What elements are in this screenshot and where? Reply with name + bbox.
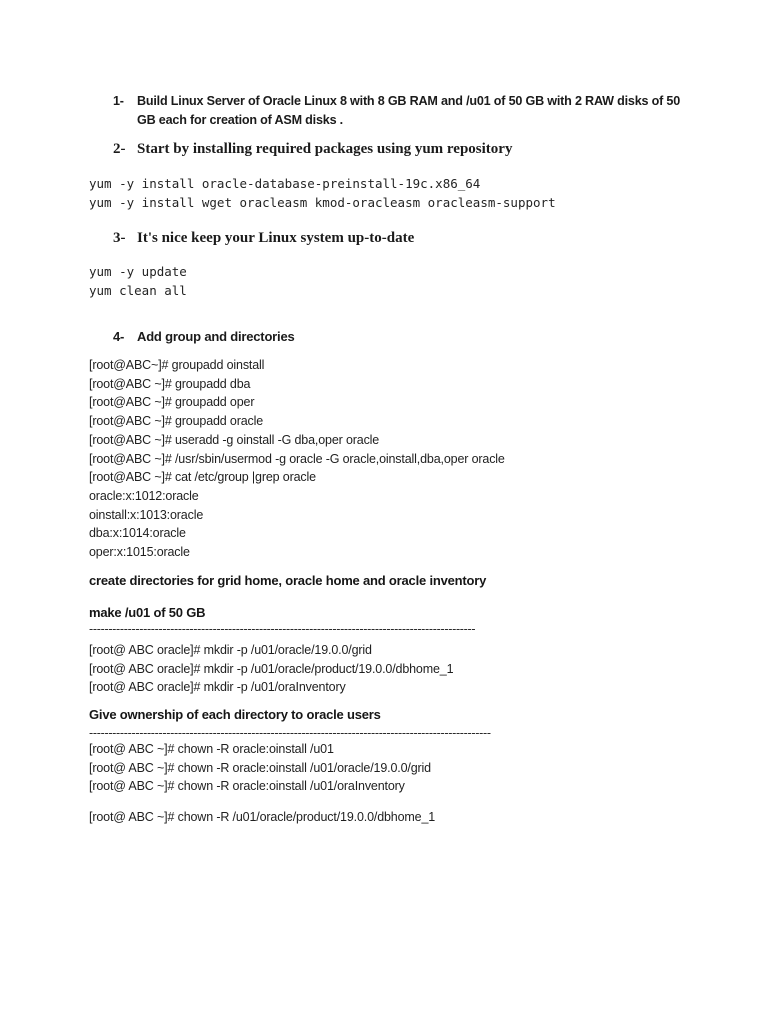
step-4-text: Add group and directories xyxy=(137,329,295,344)
console-line: [root@ ABC ~]# chown -R oracle:oinstall /u01/oracle/19.0.0/grid xyxy=(89,760,431,775)
chown-console-block xyxy=(89,740,431,796)
step-3-text: It's nice keep your Linux system up-to-date xyxy=(137,230,415,246)
create-directories-label: create directories for grid home, oracle home and oracle inventory xyxy=(89,573,487,588)
console-line: [root@ ABC oracle]# mkdir -p /u01/oraInventory xyxy=(89,680,346,695)
console-line: oinstall:x:1013:oracle xyxy=(89,507,204,522)
console-line: [root@ABC ~]# cat /etc/group |grep oracle xyxy=(89,470,316,485)
yum-update-code-block xyxy=(89,263,187,300)
step-1-heading xyxy=(113,92,680,129)
console-line: oper:x:1015:oracle xyxy=(89,545,190,560)
step-1-number: 1- xyxy=(113,94,124,108)
code-line: yum -y install wget oracleasm kmod-oracleasm oracleasm-support xyxy=(89,194,556,210)
step-1-line-1: Build Linux Server of Oracle Linux 8 with 8 GB RAM and /u01 of 50 GB with 2 RAW disks of 50 xyxy=(137,94,681,108)
console-line: [root@ ABC ~]# chown -R oracle:oinstall /u01 xyxy=(89,742,334,756)
step-1-line-2: GB each for creation of ASM disks . xyxy=(137,112,343,127)
mkdir-console-block xyxy=(89,641,453,697)
chown-dbhome-console-line: [root@ ABC ~]# chown -R /u01/oracle/product/19.0.0/dbhome_1 xyxy=(89,810,436,824)
console-line: [root@ABC ~]# /usr/sbin/usermod -g oracle -G oracle,oinstall,dba,oper oracle xyxy=(89,451,505,466)
step-2-number: 2- xyxy=(113,141,126,157)
console-line: [root@ ABC ~]# chown -R oracle:oinstall /u01/oraInventory xyxy=(89,779,405,794)
console-line: [root@ ABC oracle]# mkdir -p /u01/oracle/product/19.0.0/dbhome_1 xyxy=(89,661,454,676)
step-2-heading xyxy=(113,140,512,158)
console-line: oracle:x:1012:oracle xyxy=(89,488,199,503)
give-ownership-label: Give ownership of each directory to oracle users xyxy=(89,707,381,722)
console-line: [root@ABC ~]# groupadd dba xyxy=(89,376,251,391)
code-line: yum -y install oracle-database-preinstall-19c.x86_64 xyxy=(89,176,481,191)
console-line: [root@ABC ~]# groupadd oper xyxy=(89,395,255,410)
code-line: yum clean all xyxy=(89,282,187,298)
console-line: [root@ABC ~]# useradd -g oinstall -G dba,oper oracle xyxy=(89,432,380,447)
code-line: yum -y update xyxy=(89,264,187,279)
yum-install-code-block xyxy=(89,175,556,212)
step-3-number: 3- xyxy=(113,230,126,246)
console-line: dba:x:1014:oracle xyxy=(89,526,186,541)
make-u01-label: make /u01 of 50 GB xyxy=(89,605,206,620)
step-3-heading xyxy=(113,229,414,247)
step-4-heading xyxy=(113,328,295,347)
dashed-separator: ---------------------------------------------------------------------------------------------------- xyxy=(89,622,476,636)
group-setup-console-block xyxy=(89,356,505,562)
step-1-text xyxy=(137,92,680,129)
dashed-separator: -------------------------------------------------------------------------------------------------------- xyxy=(89,726,491,740)
console-line: [root@ABC ~]# groupadd oracle xyxy=(89,414,264,429)
console-line: [root@ABC~]# groupadd oinstall xyxy=(89,358,265,372)
console-line: [root@ ABC oracle]# mkdir -p /u01/oracle/19.0.0/grid xyxy=(89,643,372,657)
step-2-text: Start by installing required packages using yum repository xyxy=(137,141,513,157)
step-4-number: 4- xyxy=(113,329,125,344)
